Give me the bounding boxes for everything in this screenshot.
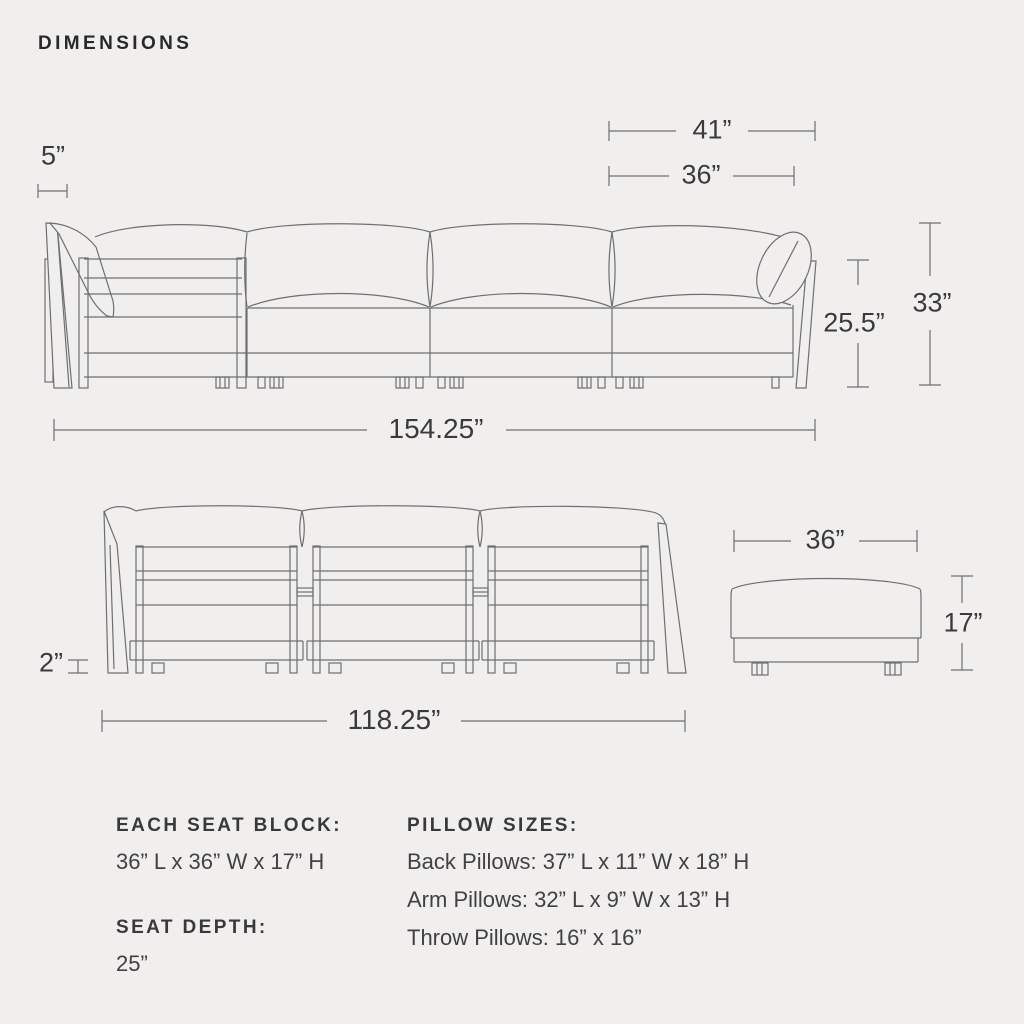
page-title: DIMENSIONS bbox=[38, 33, 193, 54]
dim-seat-width-label: 36” bbox=[681, 159, 721, 190]
ottoman-legs bbox=[752, 663, 901, 675]
dim-leg-clearance-line bbox=[68, 660, 88, 673]
back-view-drawing bbox=[104, 506, 686, 673]
seat-depth-heading: SEAT DEPTH: bbox=[116, 917, 268, 938]
dim-arm-width-line bbox=[38, 184, 67, 198]
seat-block-value: 36” L x 36” W x 17” H bbox=[116, 849, 325, 874]
dim-ottoman-width-label: 36” bbox=[805, 524, 845, 555]
seat-depth-value: 25” bbox=[116, 951, 148, 976]
pillow-specs-column bbox=[407, 814, 749, 952]
seat-block-heading: EACH SEAT BLOCK: bbox=[116, 815, 342, 836]
seat-specs-column bbox=[116, 814, 342, 978]
front-view-legs bbox=[216, 377, 779, 388]
dim-overall-width-label: 154.25” bbox=[388, 413, 484, 444]
dim-leg-clearance-label: 2” bbox=[38, 647, 64, 678]
back-pillows-spec: Back Pillows: 37” L x 11” W x 18” H bbox=[407, 849, 750, 874]
dim-back-width-label: 118.25” bbox=[347, 704, 441, 735]
throw-pillows-spec: Throw Pillows: 16” x 16” bbox=[407, 925, 642, 950]
dim-overall-height-label: 33” bbox=[912, 287, 952, 318]
pillow-sizes-heading: PILLOW SIZES: bbox=[407, 815, 579, 836]
back-view-legs bbox=[152, 663, 629, 673]
dim-ottoman-height-label: 17” bbox=[943, 607, 983, 638]
dimension-lines bbox=[38, 121, 973, 732]
dim-seat-with-arm-label: 41” bbox=[692, 114, 732, 145]
front-view-drawing bbox=[45, 223, 822, 388]
dim-arm-width-label: 5” bbox=[40, 140, 66, 171]
ottoman-drawing bbox=[731, 579, 921, 676]
dim-seat-height-label: 25.5” bbox=[823, 307, 885, 338]
arm-pillows-spec: Arm Pillows: 32” L x 9” W x 13” H bbox=[407, 887, 731, 912]
